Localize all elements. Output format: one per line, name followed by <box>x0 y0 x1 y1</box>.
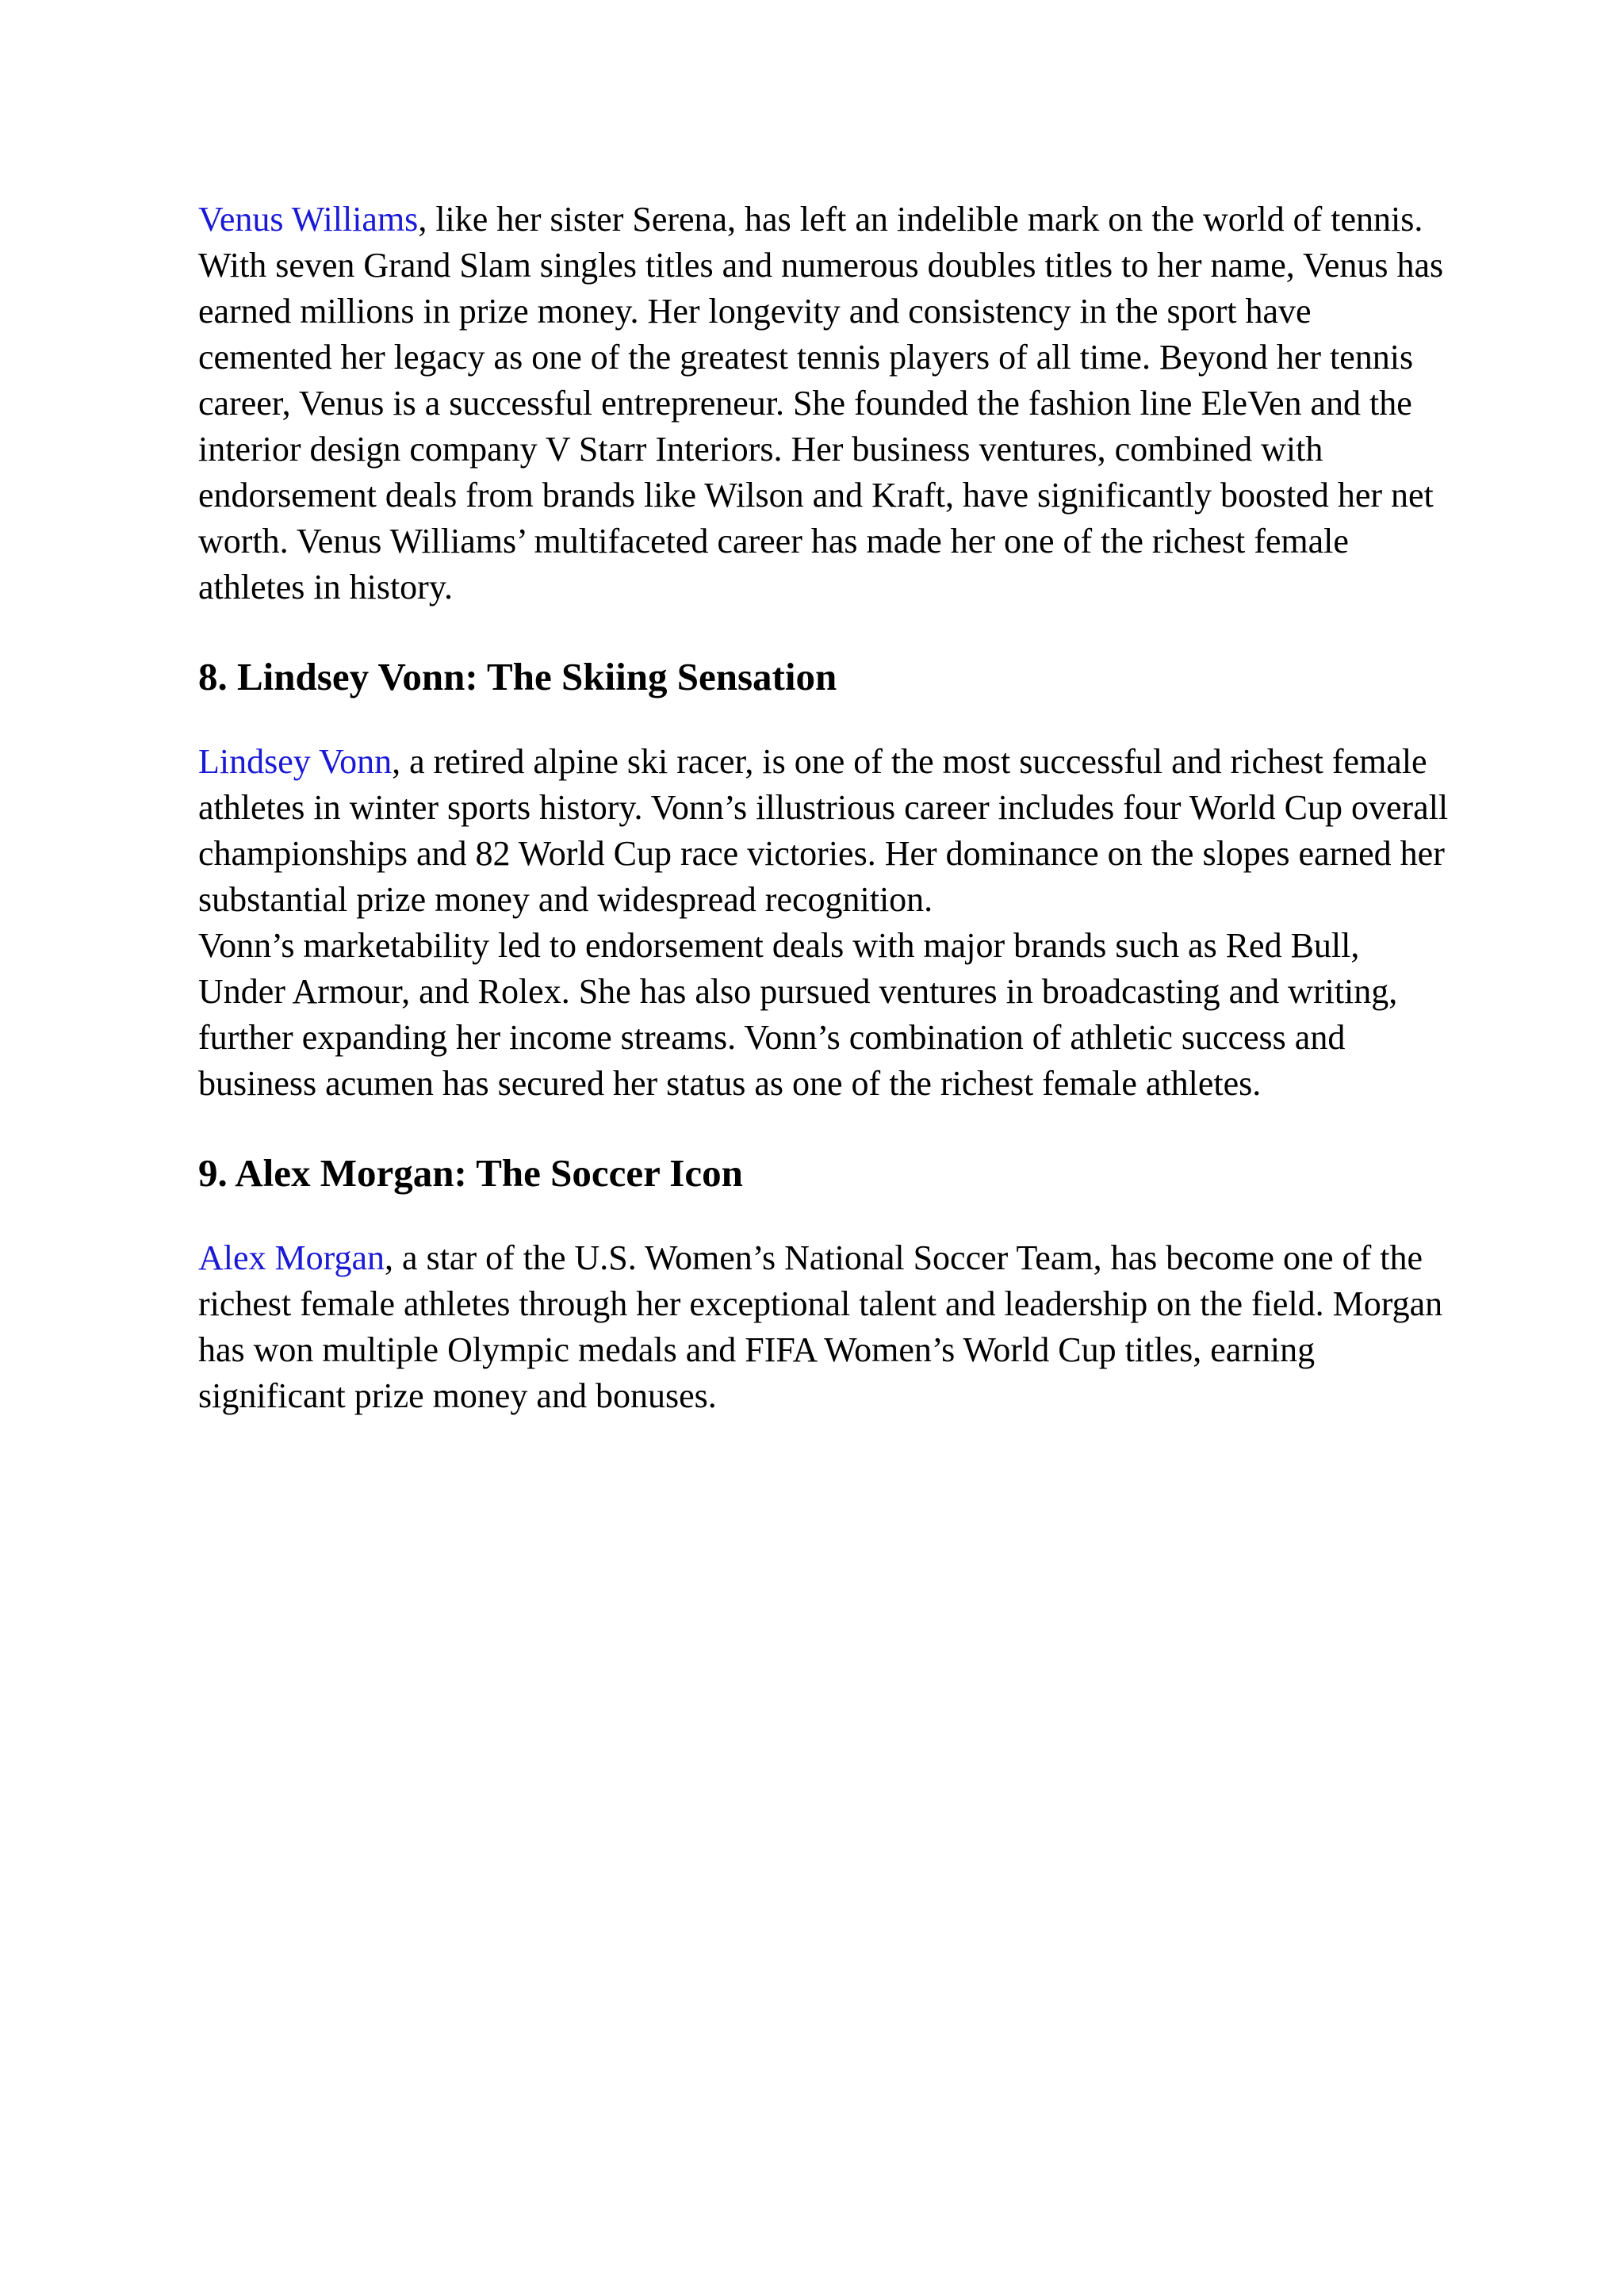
link-alex-morgan[interactable]: Alex Morgan <box>198 1238 385 1277</box>
article-body <box>198 197 1451 1419</box>
paragraph-text: , a star of the U.S. Women’s National Soccer Team, has become one of the richest female athletes through her exceptional talent and leadership on the field. Morgan has won multiple Olympic medals and FIFA Women’s World Cup titles, earning significant prize money and bonuses. <box>198 1238 1443 1415</box>
paragraph-text: , a retired alpine ski racer, is one of the most successful and richest female athletes in winter sports history. Vonn’s illustrious career includes four World Cup overall championships and 82 World Cup race victories. Her dominance on the slopes earned her substantial prize money and widespread recognition. <box>198 742 1449 919</box>
link-lindsey-vonn[interactable]: Lindsey Vonn <box>198 742 393 781</box>
paragraph-venus-williams <box>198 197 1451 610</box>
paragraph-alex-morgan <box>198 1235 1451 1419</box>
paragraph-lindsey-vonn-1 <box>198 739 1451 923</box>
heading-lindsey-vonn: 8. Lindsey Vonn: The Skiing Sensation <box>198 655 837 698</box>
link-venus-williams[interactable]: Venus Williams <box>198 200 419 239</box>
heading-alex-morgan: 9. Alex Morgan: The Soccer Icon <box>198 1151 743 1195</box>
paragraph-text: Vonn’s marketability led to endorsement deals with major brands such as Red Bull, Under Armour, and Rolex. She has also pursued ventures in broadcasting and writing, further expanding her income streams. Vonn’s combination of athletic success and business acumen has secured her status as one of the richest female athletes. <box>198 926 1398 1103</box>
paragraph-text: , like her sister Serena, has left an indelible mark on the world of tennis. With seven Grand Slam singles titles and numerous doubles titles to her name, Venus has earned millions in prize money. Her longevity and consistency in the sport have cemented her legacy as one of the greatest tennis players of all time. Beyond her tennis career, Venus is a successful entrepreneur. She founded the fashion line EleVen and the interior design company V Starr Interiors. Her business ventures, combined with endorsement deals from brands like Wilson and Kraft, have significantly boosted her net worth. Venus Williams’ multifaceted career has made her one of the richest female athletes in history. <box>198 200 1444 607</box>
paragraph-lindsey-vonn-2 <box>198 923 1451 1107</box>
